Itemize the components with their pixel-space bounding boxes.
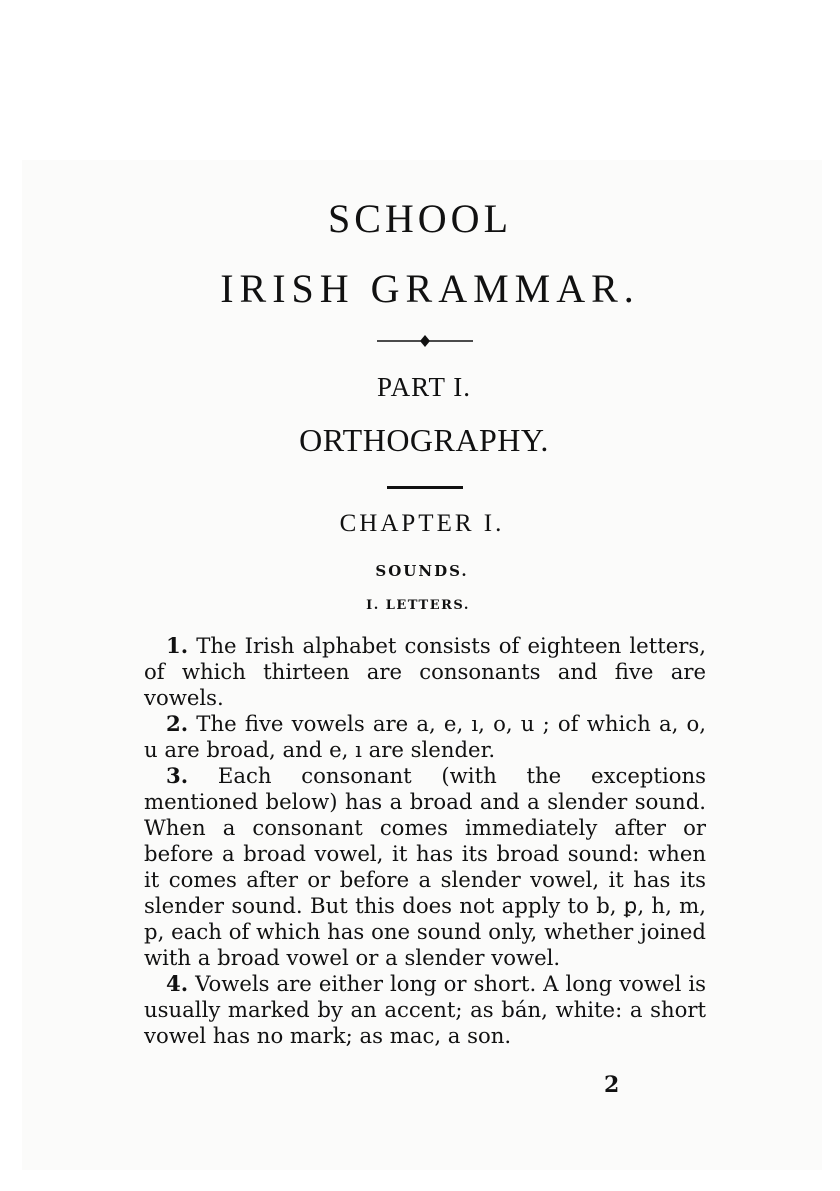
- paragraph-1: [144, 633, 706, 711]
- section-title: ORTHOGRAPHY.: [299, 422, 549, 458]
- paragraph-4: [144, 971, 706, 1049]
- subheading-sounds: SOUNDS.: [375, 562, 469, 580]
- divider-rule: [387, 486, 463, 489]
- page-number: 2: [604, 1072, 620, 1098]
- body-text: [144, 633, 706, 1049]
- paragraph-number: 2.: [166, 711, 189, 736]
- paragraph-number: 4.: [166, 971, 189, 996]
- diamond-ornament-icon: [377, 333, 473, 349]
- paragraph-2: [144, 711, 706, 763]
- title-line-1: SCHOOL: [327, 196, 513, 241]
- paragraph-number: 1.: [166, 633, 189, 658]
- subsection-letters: I. LETTERS.: [366, 598, 470, 613]
- paragraph-text: Vowels are either long or short. A long vowel is usually marked by an accent; as bán, white: a short vowel has no mark; as mac, a son.: [144, 971, 706, 1048]
- paragraph-number: 3.: [166, 763, 189, 788]
- paragraph-text: The Irish alphabet consists of eighteen letters, of which thirteen are consonants and five are vowels.: [144, 633, 706, 710]
- title-line-2: IRISH GRAMMAR.: [220, 266, 640, 311]
- paragraph-3: [144, 763, 706, 971]
- chapter-heading: CHAPTER I.: [339, 510, 505, 537]
- paragraph-text: Each consonant (with the exceptions mentioned below) has a broad and a slender sound. When a consonant comes immediately after or before a broad vowel, it has its broad sound: when it comes after or before a slender vowel, it has its slender sound. But this does not apply to b, ꝑ, h, m, p, each of which has one sound only, whether joined with a broad vowel or a slender vowel.: [144, 763, 706, 970]
- part-heading: PART I.: [377, 372, 471, 402]
- paragraph-text: The five vowels are a, e, ı, o, u ; of which a, o, u are broad, and e, ı are slender.: [144, 711, 706, 762]
